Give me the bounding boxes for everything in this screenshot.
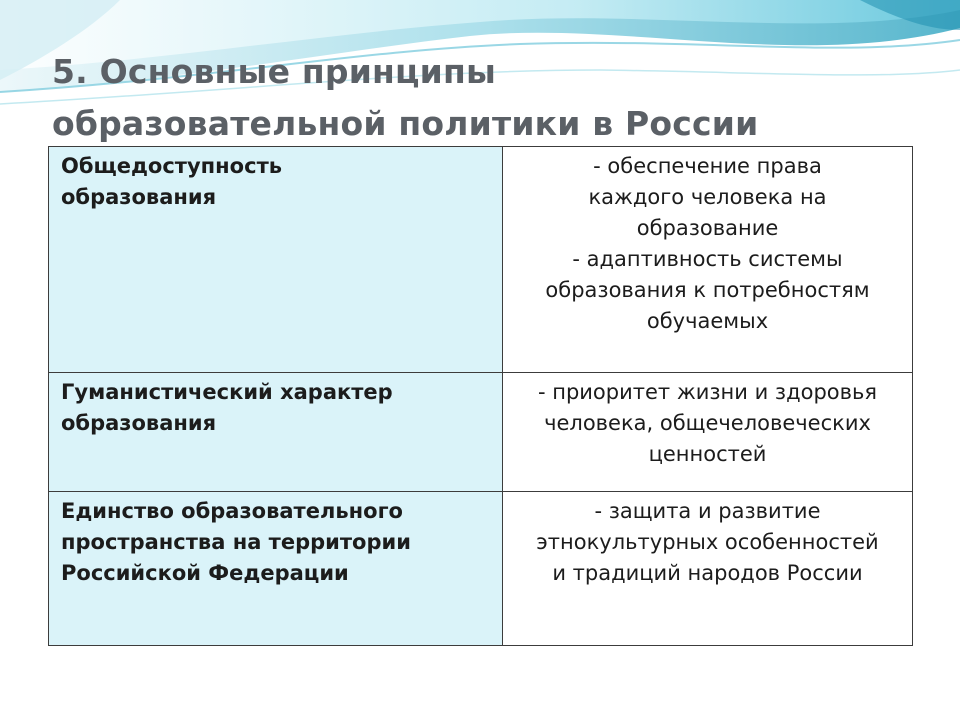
principles-table xyxy=(48,146,913,646)
description-text: обучаемых xyxy=(646,309,769,333)
principle-cell xyxy=(49,373,503,492)
description-text: образование xyxy=(636,216,779,240)
principle-text: образования xyxy=(61,185,217,209)
title-line-1: 5. Основные принципы xyxy=(52,52,497,91)
principle-text: пространства на территории xyxy=(61,530,411,554)
description-cell xyxy=(503,147,913,373)
principle-cell xyxy=(49,147,503,373)
principle-text: Российской Федерации xyxy=(61,561,349,585)
title-line-2: образовательной политики в России xyxy=(52,104,759,143)
description-text: - защита и развитие xyxy=(594,499,821,523)
table-row xyxy=(49,373,913,492)
description-text: каждого человека на xyxy=(588,185,827,209)
table-row xyxy=(49,492,913,646)
principle-text: Общедоступность xyxy=(61,154,283,178)
principle-text: Гуманистический характер xyxy=(61,380,393,404)
principle-cell xyxy=(49,492,503,646)
principle-text: образования xyxy=(61,411,217,435)
description-text: - приоритет жизни и здоровья xyxy=(537,380,878,404)
description-cell xyxy=(503,492,913,646)
table-row xyxy=(49,147,913,373)
description-text: образования к потребностям xyxy=(545,278,870,302)
description-text: и традиций народов России xyxy=(552,561,863,585)
principle-text: Единство образовательного xyxy=(61,499,403,523)
description-text: этнокультурных особенностей xyxy=(536,530,879,554)
description-text: - адаптивность системы xyxy=(572,247,843,271)
description-text: человека, общечеловеческих xyxy=(544,411,871,435)
description-text: ценностей xyxy=(648,442,767,466)
description-text: - обеспечение права xyxy=(593,154,822,178)
slide-title xyxy=(52,46,912,150)
description-cell xyxy=(503,373,913,492)
